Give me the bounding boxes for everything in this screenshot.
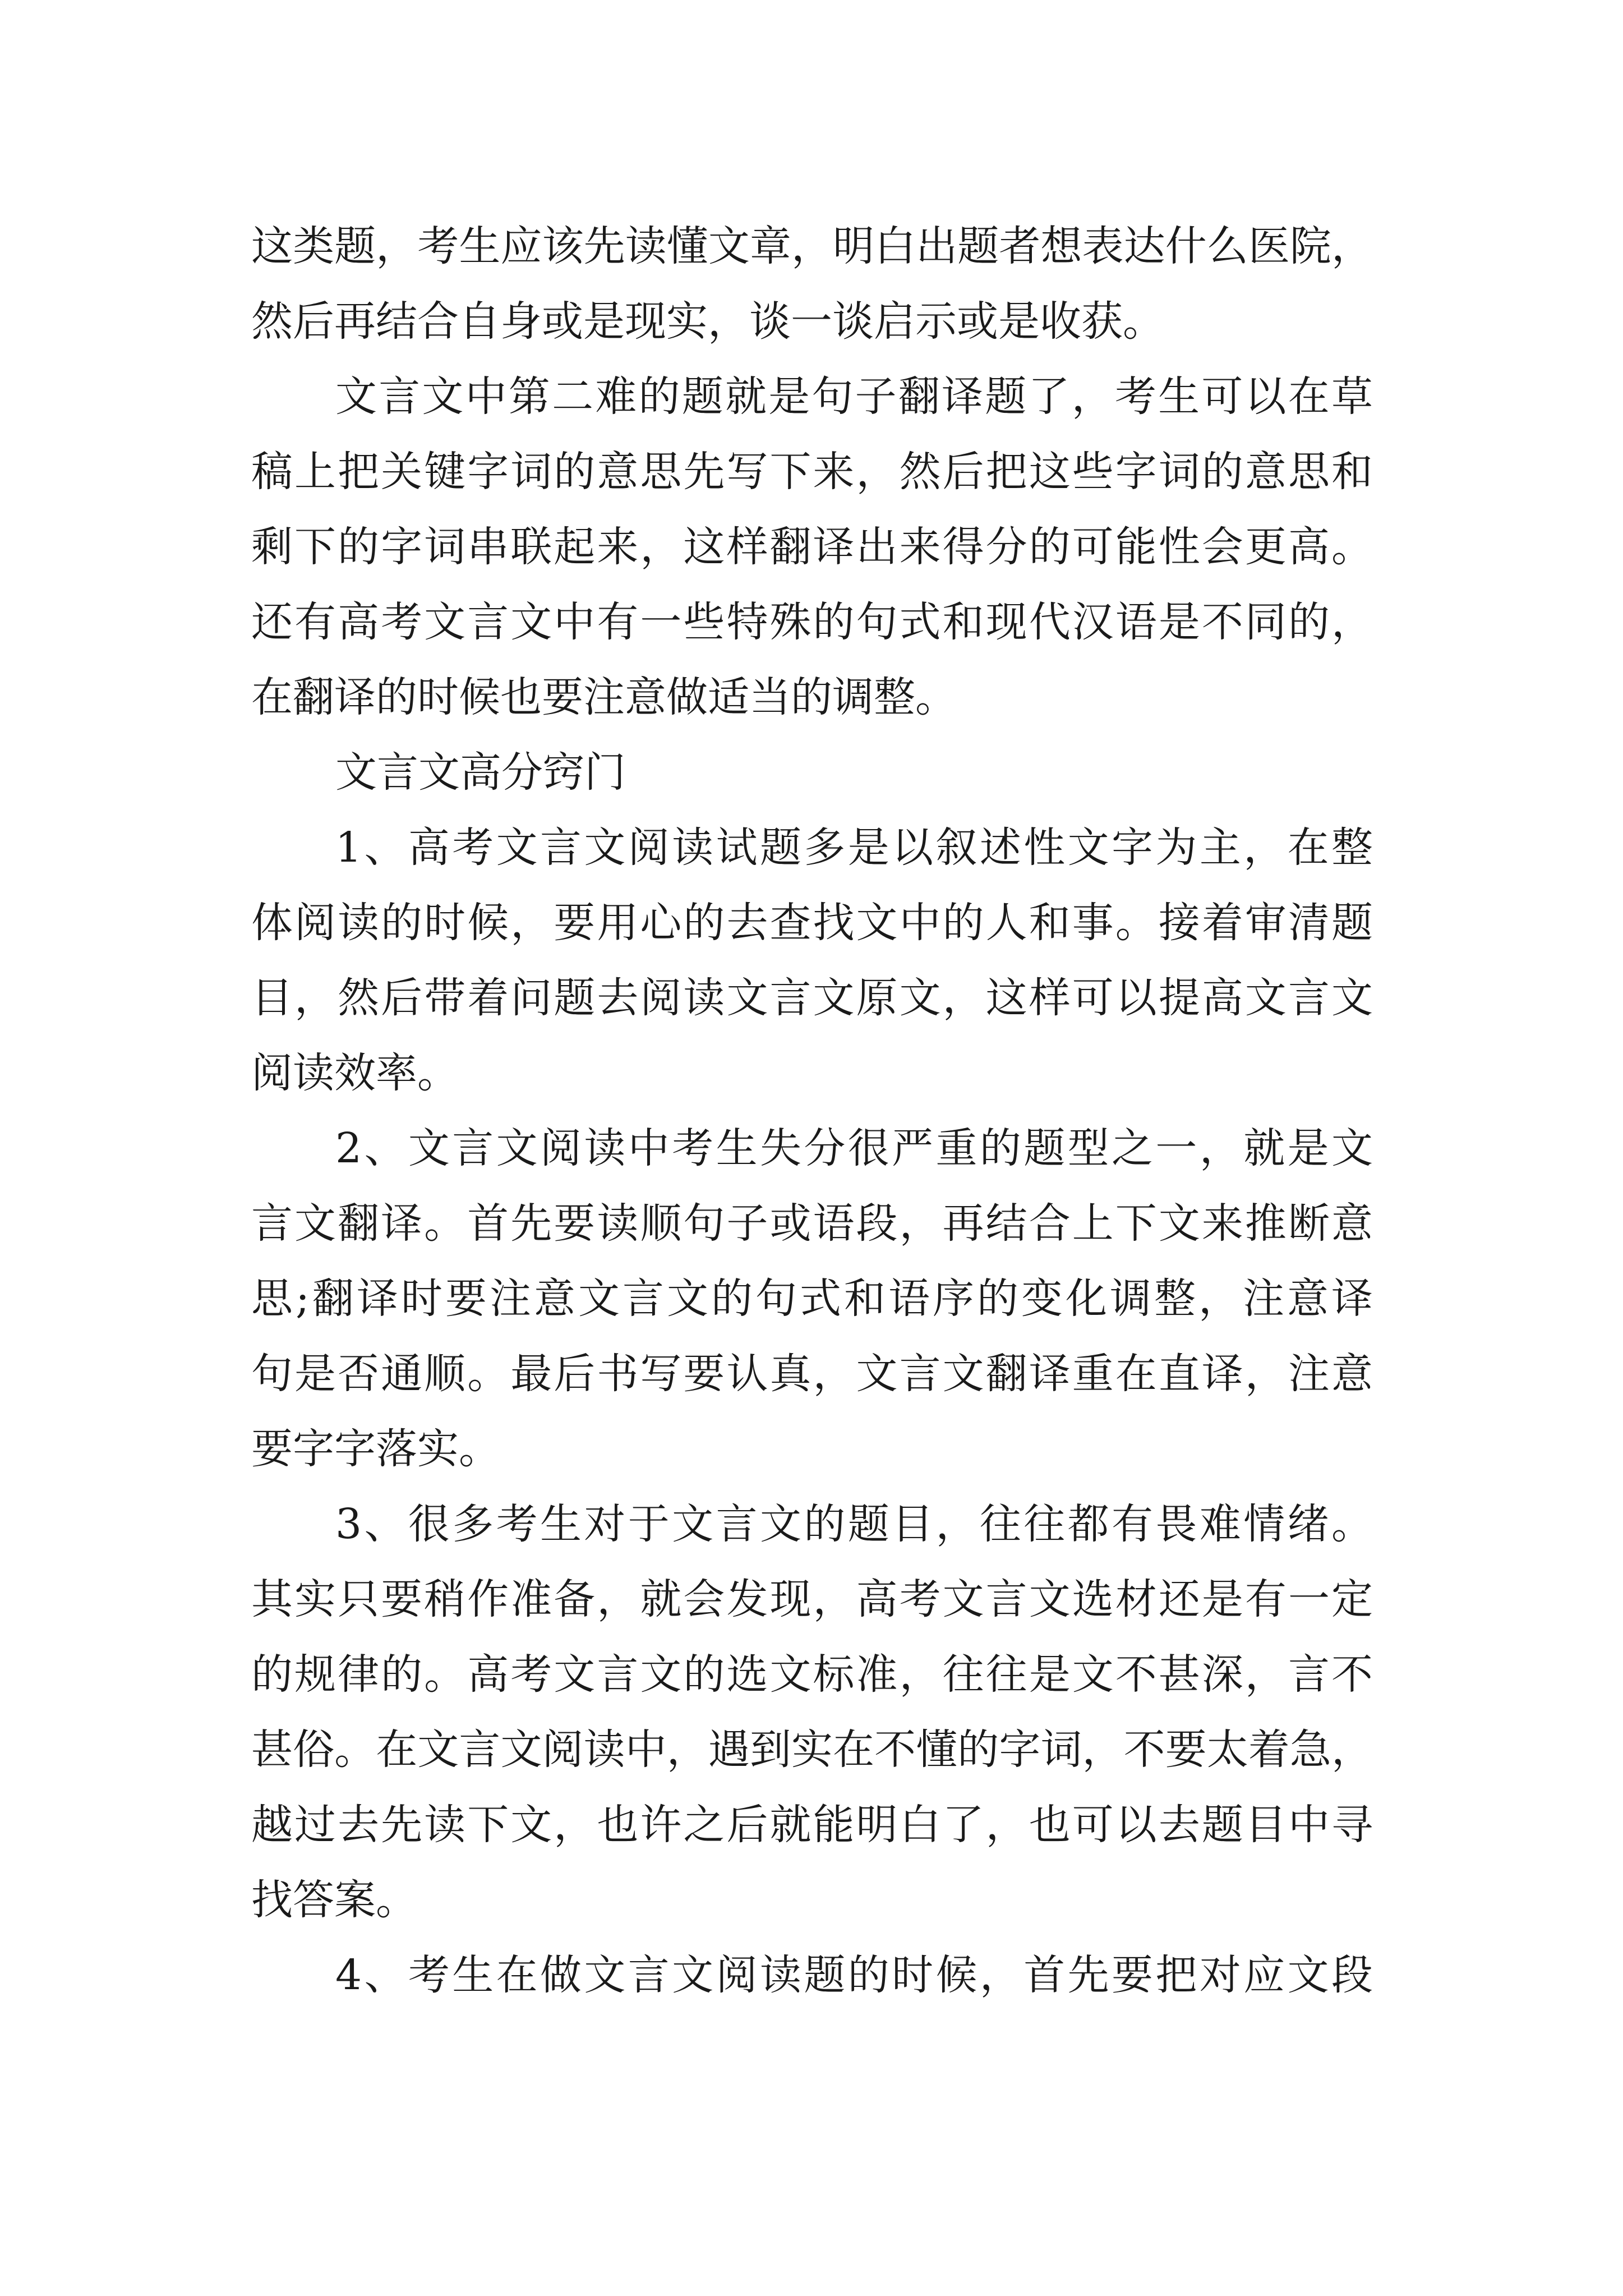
text-line: 阅读效率。 — [251, 1049, 459, 1097]
text-line: 越过去先读下文，也许之后就能明白了，也可以去题目中寻 — [251, 1801, 1373, 1849]
text-line: 言文翻译。首先要读顺句子或语段，再结合上下文来推断意 — [251, 1199, 1373, 1248]
text-line: 2、文言文阅读中考生失分很严重的题型之一，就是文 — [335, 1124, 1373, 1172]
text-line: 这类题，考生应该先读懂文章，明白出题者想表达什么医院， — [251, 222, 1373, 270]
text-line: 体阅读的时候，要用心的去查找文中的人和事。接着审清题 — [251, 899, 1373, 947]
text-line: 3、很多考生对于文言文的题目，往往都有畏难情绪。 — [335, 1500, 1373, 1548]
text-line: 4、考生在做文言文阅读题的时候，首先要把对应文段 — [335, 1951, 1373, 1999]
text-line: 文言文中第二难的题就是句子翻译题了，考生可以在草 — [335, 372, 1373, 421]
text-line: 剩下的字词串联起来，这样翻译出来得分的可能性会更高。 — [251, 523, 1373, 571]
text-line: 还有高考文言文中有一些特殊的句式和现代汉语是不同的， — [251, 598, 1373, 646]
text-line: 然后再结合自身或是现实，谈一谈启示或是收获。 — [251, 297, 1164, 346]
text-line: 在翻译的时候也要注意做适当的调整。 — [251, 673, 957, 721]
text-line: 其实只要稍作准备，就会发现，高考文言文选材还是有一定 — [251, 1575, 1373, 1623]
text-line: 1、高考文言文阅读试题多是以叙述性文字为主，在整 — [335, 823, 1373, 872]
text-line: 稿上把关键字词的意思先写下来，然后把这些字词的意思和 — [251, 448, 1373, 496]
text-line: 句是否通顺。最后书写要认真，文言文翻译重在直译，注意 — [251, 1350, 1373, 1398]
text-line: 找答案。 — [251, 1876, 417, 1924]
text-line: 文言文高分窍门 — [335, 748, 626, 797]
text-line: 要字字落实。 — [251, 1425, 500, 1473]
text-line: 甚俗。在文言文阅读中，遇到实在不懂的字词，不要太着急， — [251, 1726, 1373, 1774]
text-line: 目，然后带着问题去阅读文言文原文，这样可以提高文言文 — [251, 974, 1373, 1022]
text-line: 的规律的。高考文言文的选文标准，往往是文不甚深，言不 — [251, 1650, 1373, 1699]
text-line: 思;翻译时要注意文言文的句式和语序的变化调整，注意译 — [251, 1274, 1373, 1323]
document-page — [251, 209, 1373, 2013]
